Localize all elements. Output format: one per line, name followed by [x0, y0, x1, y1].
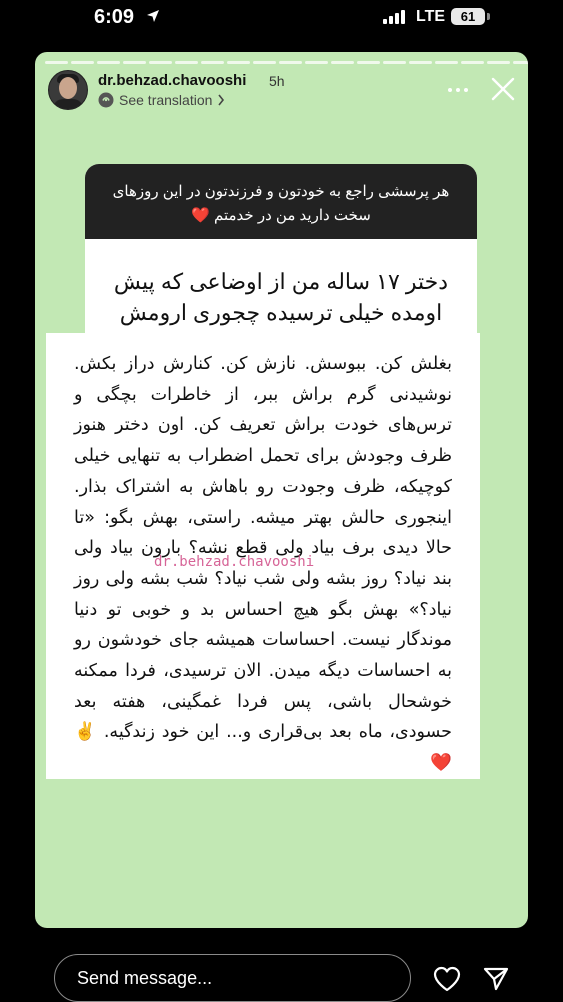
- story-progress-segment: [487, 61, 510, 64]
- story-progress-segment: [201, 61, 224, 64]
- story-progress-segment: [279, 61, 302, 64]
- more-options-icon[interactable]: [448, 88, 468, 92]
- avatar[interactable]: [48, 70, 88, 110]
- story-progress-segment: [45, 61, 68, 64]
- story-progress-segment: [175, 61, 198, 64]
- send-message-input[interactable]: [54, 954, 411, 1002]
- story-progress-segment: [123, 61, 146, 64]
- answer-text-box: [46, 333, 480, 779]
- status-bar: [0, 0, 563, 40]
- story-progress-segment: [461, 61, 484, 64]
- send-icon[interactable]: [483, 966, 509, 992]
- see-translation-label: See translation: [119, 92, 213, 108]
- see-translation-link[interactable]: [98, 92, 225, 108]
- question-text: دختر ۱۷ ساله من از اوضاعی که پیش اومده خیلی ترسیده چجوری ارومش: [113, 269, 449, 325]
- story-progress-bar: [45, 61, 528, 64]
- story-progress-segment: [97, 61, 120, 64]
- story-username[interactable]: dr.behzad.chavooshi: [98, 72, 247, 89]
- close-icon[interactable]: [490, 76, 516, 102]
- story-progress-segment: [409, 61, 432, 64]
- story-progress-segment: [305, 61, 328, 64]
- story-progress-segment: [253, 61, 276, 64]
- translate-icon: [98, 92, 114, 108]
- heart-icon[interactable]: [433, 966, 461, 992]
- watermark: dr.behzad.chavooshi: [154, 554, 315, 570]
- network-type: LTE: [416, 8, 446, 25]
- story-progress-segment: [149, 61, 172, 64]
- battery-level: 61: [451, 8, 485, 25]
- story-progress-segment: [383, 61, 406, 64]
- chevron-right-icon: [217, 94, 225, 106]
- cellular-signal-icon: [383, 10, 407, 24]
- story-progress-segment: [227, 61, 250, 64]
- status-time: 6:09: [94, 6, 135, 28]
- story-progress-segment: [331, 61, 354, 64]
- story-progress-segment: [357, 61, 380, 64]
- story-progress-segment: [435, 61, 458, 64]
- bottom-bar: [0, 940, 563, 1000]
- question-prompt: هر پرسشی راجع به خودتون و فرزندتون در این روزهای سخت دارید من در خدمتم ❤️: [85, 164, 477, 239]
- location-arrow-icon: [146, 9, 160, 23]
- answer-text: بغلش کن. ببوسش. نازش کن. کنارش دراز بکش. نوشیدنی گرم براش ببر، از خاطرات بچگی و ترس‌های خودت براش تعریف کن. اون دختر هنوز ظرف وجودش برای تحمل اضطراب به تنهایی خیلی کوچیکه، ظرف وجودت رو باهاش به اشتراک بذار. اینجوری حالش بهتر میشه. راستی، بهش بگو: «تا حالا دیدی برف بیاد ولی قطع نشه؟ بارون بیاد ولی بند نیاد؟ روز بشه ولی شب نیاد؟ شب بشه ولی روز نیاد؟» بهش بگو هیچ احساس بد و خوبی تو دنیا موندگار نیست. احساسات همیشه جای خودشون رو به احساسات دیگه میدن. الان ترسیدی، فردا ممکنه خوشحال باشی، پس فردا غمگینی، هفته بعد حسودی، ماه بعد بی‌قراری و... این خود زندگیه. ✌️❤️: [74, 354, 452, 774]
- story-time-ago: 5h: [269, 73, 285, 89]
- story-progress-segment: [71, 61, 94, 64]
- battery-icon: [487, 13, 490, 20]
- story-progress-segment: [513, 61, 528, 64]
